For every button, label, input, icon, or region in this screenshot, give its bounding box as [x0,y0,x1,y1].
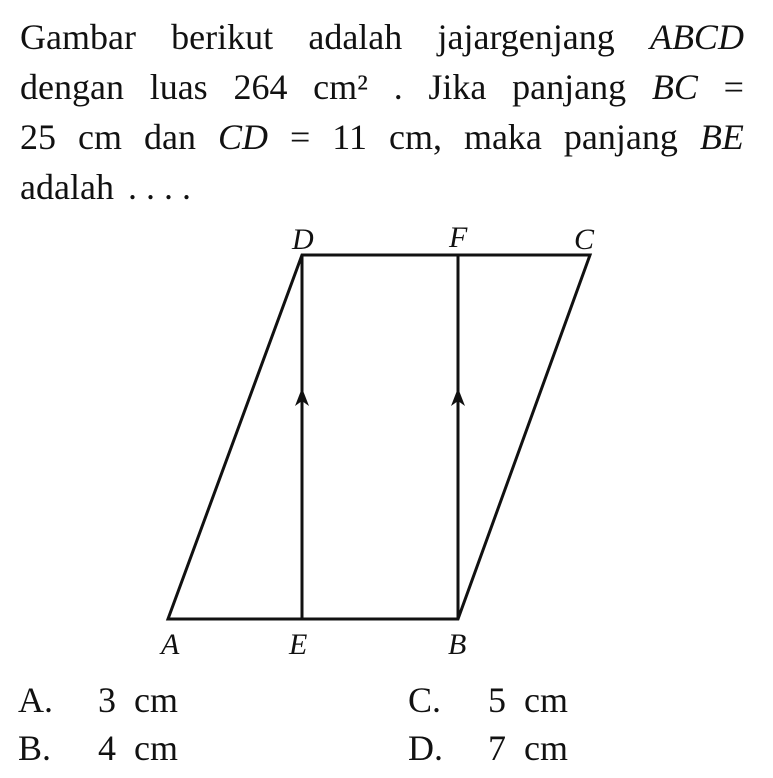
word: cm, [388,117,442,157]
word: Gambar [20,17,136,57]
word: BC [651,67,698,107]
vertex-label-d: D [292,223,314,256]
option-b[interactable] [18,720,178,776]
word: jajargenjang [437,17,615,57]
option-text: 7 cm [488,728,568,768]
option-text: 4 cm [98,728,178,768]
option-text: 3 cm [98,680,178,720]
vertex-label-b: B [448,628,467,661]
word: ABCD [649,17,744,57]
word: Jika [428,67,487,107]
vertex-label-f: F [449,221,468,254]
word: dan [143,117,196,157]
word: panjang [563,117,678,157]
word: . [393,67,403,107]
option-letter: A. [18,680,53,720]
option-letter: D. [408,728,443,768]
ellipsis: . . . . [127,167,191,207]
option-letter: C. [408,680,442,720]
word: adalah [20,167,114,207]
word: cm² [313,67,368,107]
word: panjang [512,67,627,107]
word: berikut [171,17,274,57]
word: CD [217,117,268,157]
vertex-label-a: A [161,628,180,661]
word: adalah [308,17,403,57]
word: 264 [233,67,288,107]
word: = [723,67,744,107]
word: = [289,117,311,157]
option-d[interactable] [408,720,568,776]
vertex-label-c: C [574,223,595,256]
word: cm [78,117,122,157]
word: luas [149,67,208,107]
option-letter: B. [18,728,52,768]
parallelogram-abcd [168,255,590,619]
word: 25 [20,117,56,157]
option-text: 5 cm [488,680,568,720]
word: 11 [332,117,367,157]
vertex-label-e: E [289,628,308,661]
word: maka [463,117,542,157]
word: dengan [20,67,124,107]
word: BE [699,117,744,157]
